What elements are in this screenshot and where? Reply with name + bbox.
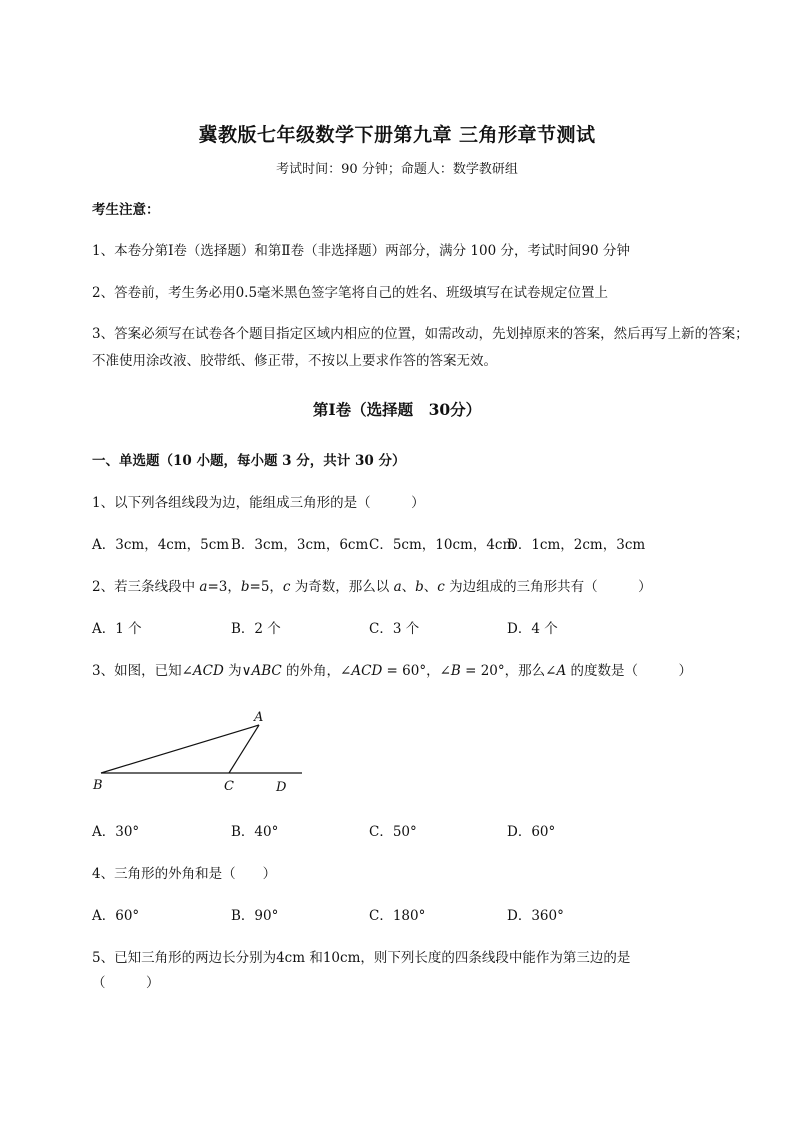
notice-item-3: 3、答案必须写在试卷各个题目指定区域内相应的位置，如需改动，先划掉原来的答案，然后再写上新的答案；不准使用涂改液、胶带纸、修正带，不按以上要求作答的答案无效。 bbox=[92, 326, 749, 369]
question-3-option-b[interactable]: B．40° bbox=[231, 824, 279, 840]
question-2-stem-text: 、 bbox=[423, 579, 438, 595]
var-a: a bbox=[199, 579, 208, 595]
triangle-abc: ABC bbox=[251, 663, 282, 679]
question-2-option-a[interactable]: A．1 个 bbox=[92, 621, 142, 637]
label-c: C bbox=[224, 779, 234, 794]
question-3-stem-text: = 60°，∠ bbox=[382, 663, 451, 679]
label-d: D bbox=[276, 780, 287, 795]
question-3-stem-text: = 20°，那么∠ bbox=[460, 663, 557, 679]
label-a: A bbox=[254, 710, 264, 725]
var-c: c bbox=[282, 579, 291, 595]
triangle-figure bbox=[85, 700, 315, 800]
question-2-stem-text: =3， bbox=[207, 579, 241, 595]
question-3-option-a[interactable]: A．30° bbox=[92, 824, 140, 840]
question-2-stem-text: 为奇数，那么以 bbox=[290, 579, 394, 595]
question-3-stem-text: 3、如图，已知∠ bbox=[92, 663, 193, 679]
question-1-option-d[interactable]: D．1cm，2cm，3cm bbox=[507, 537, 646, 553]
question-3-stem-text: 的外角，∠ bbox=[281, 663, 352, 679]
question-2-stem-text: 、 bbox=[401, 579, 416, 595]
question-2-options bbox=[92, 615, 712, 643]
angle-b: B bbox=[450, 663, 461, 679]
var-a: a bbox=[393, 579, 402, 595]
var-b: b bbox=[240, 579, 250, 595]
notice-item-1: 1、本卷分第Ⅰ卷（选择题）和第Ⅱ卷（非选择题）两部分，满分 100 分，考试时间90 分钟 bbox=[92, 243, 630, 259]
question-4-option-a[interactable]: A．60° bbox=[92, 908, 140, 924]
question-3-option-c[interactable]: C．50° bbox=[369, 824, 417, 840]
question-3-stem-text: 的度数是（ ） bbox=[566, 663, 693, 679]
question-4-option-c[interactable]: C．180° bbox=[369, 908, 426, 924]
question-5-stem-cont: （ ） bbox=[92, 975, 160, 991]
question-2-option-c[interactable]: C．3 个 bbox=[369, 621, 420, 637]
question-1-stem: 1、以下列各组线段为边，能组成三角形的是（ ） bbox=[92, 495, 425, 511]
part-title: 一、单选题（10 小题，每小题 3 分，共计 30 分） bbox=[92, 453, 406, 469]
question-3-stem bbox=[92, 657, 752, 685]
var-b: b bbox=[415, 579, 424, 595]
question-2-stem bbox=[92, 573, 752, 601]
question-3-option-d[interactable]: D．60° bbox=[507, 824, 556, 840]
question-4-stem: 4、三角形的外角和是（ ） bbox=[92, 866, 277, 882]
segment-ba bbox=[101, 725, 259, 773]
question-1-options bbox=[92, 531, 712, 559]
question-3-stem-text: 为∨ bbox=[223, 663, 252, 679]
section-title: 第Ⅰ卷（选择题 30分） bbox=[312, 400, 482, 419]
question-4-option-d[interactable]: D．360° bbox=[507, 908, 564, 924]
question-2-stem-text: 2、若三条线段中 bbox=[92, 579, 200, 595]
question-2-option-d[interactable]: D．4 个 bbox=[507, 621, 558, 637]
question-1-option-b[interactable]: B．3cm，3cm，6cm bbox=[231, 537, 369, 553]
question-2-stem-text: 为边组成的三角形共有（ ） bbox=[444, 579, 652, 595]
question-5-stem: 5、已知三角形的两边长分别为4cm 和10cm，则下列长度的四条线段中能作为第三边的是 bbox=[92, 950, 631, 966]
label-b: B bbox=[93, 778, 103, 793]
question-1-option-a[interactable]: A．3cm，4cm，5cm bbox=[92, 537, 230, 553]
question-2-stem-text: =5， bbox=[249, 579, 283, 595]
var-c: c bbox=[437, 579, 445, 595]
angle-acd: ACD bbox=[192, 663, 224, 679]
angle-a: A bbox=[556, 663, 567, 679]
exam-subtitle: 考试时间：90 分钟；命题人：数学教研组 bbox=[276, 162, 518, 177]
notice-heading: 考生注意： bbox=[92, 202, 160, 218]
question-1-option-c[interactable]: C．5cm，10cm，4cm bbox=[369, 537, 516, 553]
angle-acd: ACD bbox=[351, 663, 383, 679]
exam-title: 冀教版七年级数学下册第九章 三角形章节测试 bbox=[198, 124, 596, 146]
question-4-option-b[interactable]: B．90° bbox=[231, 908, 279, 924]
question-4-options bbox=[92, 902, 712, 930]
question-3-options bbox=[92, 818, 712, 846]
notice-item-2: 2、答卷前，考生务必用0.5毫米黑色签字笔将自己的姓名、班级填写在试卷规定位置上 bbox=[92, 285, 609, 301]
question-2-option-b[interactable]: B．2 个 bbox=[231, 621, 281, 637]
